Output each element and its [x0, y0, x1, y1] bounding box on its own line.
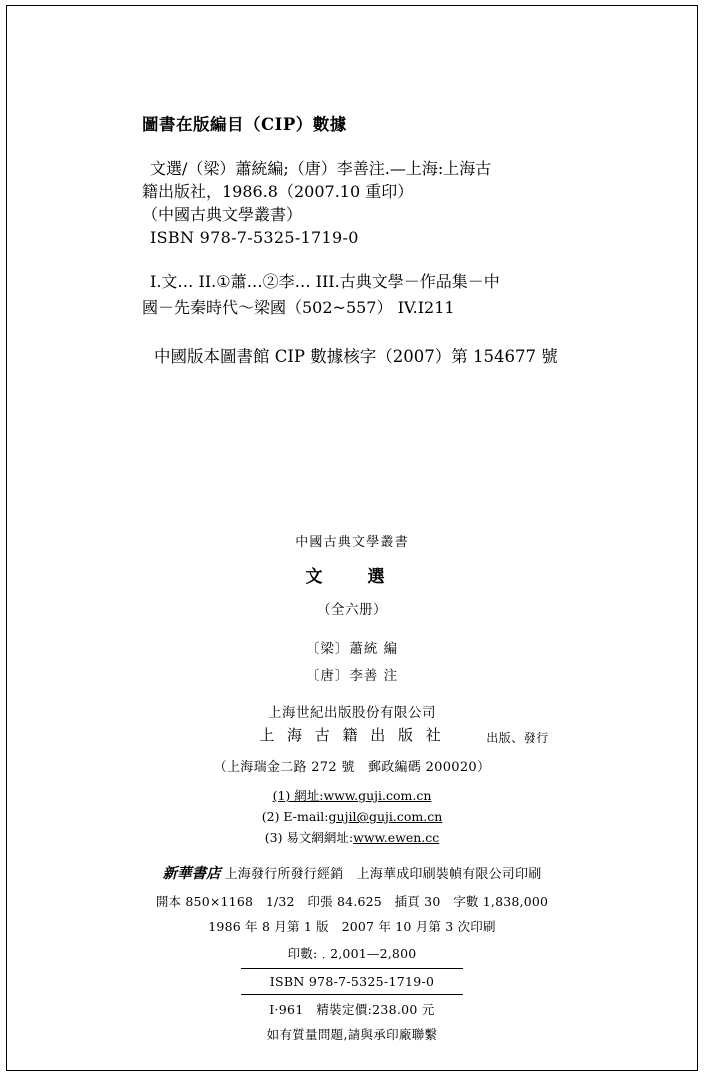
colophon-block — [7, 531, 697, 1043]
publisher-name: 上 海 古 籍 出 版 社 — [259, 726, 445, 744]
edition-info: 1986 年 8 月第 1 版 2007 年 10 月第 3 次印刷 — [208, 919, 496, 934]
cip-verification-number: 中國版本圖書館 CIP 數據核字（2007）第 154677 號 — [154, 347, 558, 366]
publisher-row — [259, 724, 549, 745]
book-copyright-page — [6, 5, 698, 1071]
cip-class-line-2: 國－先秦時代～梁國（502~557） IV.I211 — [142, 298, 455, 317]
distribution-text: 上海發行所發行經銷 上海華成印刷裝幀有限公司印刷 — [224, 867, 542, 882]
page-inner — [7, 6, 697, 1070]
distribution-line — [7, 862, 697, 883]
publisher-group: 上海世紀出版股份有限公司 — [268, 705, 436, 721]
cip-isbn: ISBN 978-7-5325-1719-0 — [150, 228, 359, 247]
cip-line-2: 籍出版社，1986.8（2007.10 重印） — [142, 182, 414, 201]
colophon-isbn: ISBN 978-7-5325-1719-0 — [269, 974, 435, 989]
cip-heading: 圖書在版編目（CIP）數據 — [142, 115, 347, 134]
spacer — [142, 249, 612, 269]
author-editor: 〔梁〕蕭統 編 — [305, 641, 399, 657]
book-title: 文 選 — [305, 567, 399, 587]
publisher-role: 出版、發行 — [486, 731, 549, 745]
ewen-label: (3) 易文網網址: — [264, 830, 354, 845]
divider-1 — [241, 968, 463, 969]
website-line-3 — [7, 827, 697, 848]
print-specification: 開本 850×1168 1/32 印張 84.625 插頁 30 字數 1,838,000 — [155, 894, 549, 909]
cip-block — [142, 111, 612, 367]
price-line: I·961 精裝定價:238.00 元 — [269, 1002, 435, 1017]
quality-note: 如有質量問題,請與承印廠聯繫 — [266, 1027, 438, 1042]
cip-line-3: （中國古典文學叢書） — [142, 205, 303, 224]
series-name: 中國古典文學叢書 — [295, 535, 409, 550]
xinhua-bookstore-logo: 新華書店 — [162, 865, 221, 882]
ewen-url[interactable]: www.ewen.cc — [353, 830, 440, 845]
volume-count: （全六册） — [317, 602, 387, 618]
author-annotator: 〔唐〕李善 注 — [305, 668, 399, 684]
publisher-address: （上海瑞金二路 272 號 郵政編碼 200020） — [213, 760, 491, 775]
email-address[interactable]: gujil@guji.com.cn — [328, 809, 443, 824]
website-line-2 — [7, 806, 697, 827]
print-run: 印數:﹒2,001—2,800 — [287, 946, 417, 961]
cip-class-line-1: I.文… II.①蕭…②李… III.古典文學－作品集－中 — [150, 272, 500, 291]
cip-classification — [142, 269, 612, 321]
divider-2 — [241, 994, 463, 995]
website-line-1 — [7, 785, 697, 806]
email-label: (2) E-mail: — [261, 809, 329, 824]
cip-line-1: 文選/（梁）蕭統編;（唐）李善注.—上海:上海古 — [150, 159, 492, 178]
website-url-1[interactable]: (1) 網址:www.guji.com.cn — [272, 788, 432, 803]
cip-description — [142, 157, 612, 249]
